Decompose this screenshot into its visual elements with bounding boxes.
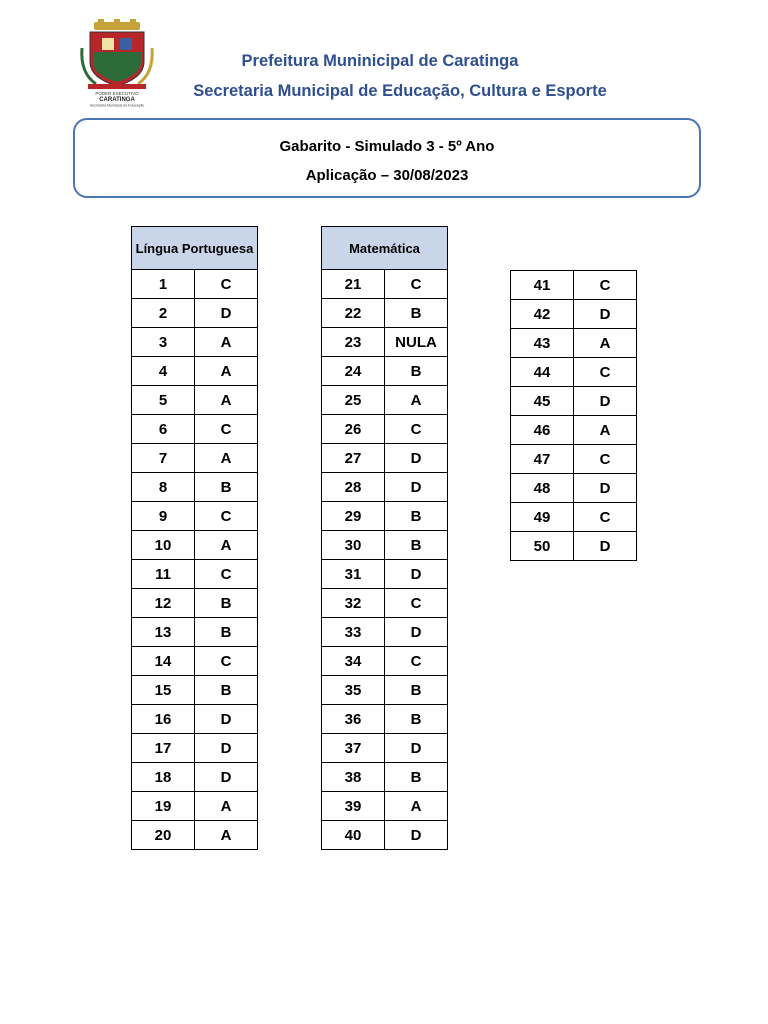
question-number: 1 <box>132 270 195 299</box>
table-row <box>322 821 448 850</box>
answer-key: A <box>195 531 258 560</box>
table-row <box>322 676 448 705</box>
answer-key: B <box>385 299 448 328</box>
answer-key: C <box>574 503 637 532</box>
answer-key: A <box>385 386 448 415</box>
question-number: 40 <box>322 821 385 850</box>
question-number: 20 <box>132 821 195 850</box>
table-row <box>132 821 258 850</box>
question-number: 47 <box>511 445 574 474</box>
answer-key: C <box>385 647 448 676</box>
question-number: 28 <box>322 473 385 502</box>
question-number: 45 <box>511 387 574 416</box>
question-number: 5 <box>132 386 195 415</box>
title-box <box>73 118 701 198</box>
answer-key: C <box>195 415 258 444</box>
answer-key: A <box>195 792 258 821</box>
answer-key: D <box>385 473 448 502</box>
answer-key: D <box>574 474 637 503</box>
question-number: 42 <box>511 300 574 329</box>
question-number: 38 <box>322 763 385 792</box>
table-row <box>132 676 258 705</box>
question-number: 39 <box>322 792 385 821</box>
table-row <box>322 618 448 647</box>
table-row <box>132 734 258 763</box>
question-number: 13 <box>132 618 195 647</box>
table-row <box>322 589 448 618</box>
header-prefeitura: Prefeitura Muninicipal de Caratinga <box>241 52 519 70</box>
answer-key: C <box>574 445 637 474</box>
answer-key: A <box>195 357 258 386</box>
table-row <box>132 763 258 792</box>
question-number: 32 <box>322 589 385 618</box>
table-row <box>132 647 258 676</box>
answer-key: B <box>385 676 448 705</box>
question-number: 34 <box>322 647 385 676</box>
answer-key: A <box>385 792 448 821</box>
question-number: 11 <box>132 560 195 589</box>
answer-key: C <box>195 502 258 531</box>
table-row <box>132 589 258 618</box>
table-row <box>322 705 448 734</box>
header-secretaria: Secretaria Municipal de Educação, Cultura e Esporte <box>193 82 607 100</box>
answer-key: C <box>385 270 448 299</box>
answer-key: D <box>574 300 637 329</box>
question-number: 46 <box>511 416 574 445</box>
question-number: 21 <box>322 270 385 299</box>
question-number: 17 <box>132 734 195 763</box>
table-row <box>322 270 448 299</box>
answer-key: B <box>385 763 448 792</box>
caratinga-coat-of-arms-logo <box>76 18 158 108</box>
question-number: 9 <box>132 502 195 531</box>
answer-key: NULA <box>385 328 448 357</box>
answer-key: A <box>574 329 637 358</box>
table-row <box>132 270 258 299</box>
question-number: 6 <box>132 415 195 444</box>
answer-key: A <box>195 386 258 415</box>
question-number: 19 <box>132 792 195 821</box>
table-row <box>511 387 637 416</box>
question-number: 3 <box>132 328 195 357</box>
question-number: 48 <box>511 474 574 503</box>
question-number: 31 <box>322 560 385 589</box>
table-row <box>132 299 258 328</box>
question-number: 18 <box>132 763 195 792</box>
question-number: 49 <box>511 503 574 532</box>
answer-key: C <box>385 415 448 444</box>
table-row <box>511 329 637 358</box>
question-number: 30 <box>322 531 385 560</box>
answer-key: C <box>195 560 258 589</box>
table-row <box>322 357 448 386</box>
page-title: Gabarito - Simulado 3 - 5º Ano <box>279 138 495 155</box>
question-number: 25 <box>322 386 385 415</box>
question-number: 12 <box>132 589 195 618</box>
table-row <box>322 763 448 792</box>
table-row <box>322 415 448 444</box>
application-date: Aplicação – 30/08/2023 <box>305 167 469 184</box>
answer-key: D <box>385 618 448 647</box>
answer-key: B <box>195 676 258 705</box>
answer-key: B <box>385 705 448 734</box>
answer-key: B <box>385 502 448 531</box>
table-row <box>322 386 448 415</box>
table-header: Matemática <box>322 227 448 270</box>
table-row <box>132 792 258 821</box>
answer-key: A <box>195 821 258 850</box>
answer-key: D <box>195 734 258 763</box>
table-row <box>511 474 637 503</box>
answer-key: D <box>195 705 258 734</box>
table-row <box>511 300 637 329</box>
question-number: 15 <box>132 676 195 705</box>
answer-key: D <box>385 734 448 763</box>
answer-key: D <box>385 560 448 589</box>
answer-key: D <box>574 532 637 561</box>
answer-key: D <box>574 387 637 416</box>
question-number: 23 <box>322 328 385 357</box>
table-row <box>511 445 637 474</box>
table-row <box>132 415 258 444</box>
answer-key: D <box>385 444 448 473</box>
table-header: Língua Portuguesa <box>132 227 258 270</box>
table-row <box>322 647 448 676</box>
table-row <box>132 386 258 415</box>
question-number: 2 <box>132 299 195 328</box>
answer-key: B <box>385 357 448 386</box>
question-number: 16 <box>132 705 195 734</box>
question-number: 29 <box>322 502 385 531</box>
table-row <box>511 503 637 532</box>
answer-key: B <box>195 618 258 647</box>
table-row <box>322 560 448 589</box>
table-row <box>132 473 258 502</box>
question-number: 33 <box>322 618 385 647</box>
question-number: 8 <box>132 473 195 502</box>
table-row <box>132 560 258 589</box>
question-number: 27 <box>322 444 385 473</box>
table-row <box>132 444 258 473</box>
question-number: 7 <box>132 444 195 473</box>
answer-key: D <box>385 821 448 850</box>
question-number: 24 <box>322 357 385 386</box>
table-row <box>322 531 448 560</box>
table-row <box>322 299 448 328</box>
question-number: 36 <box>322 705 385 734</box>
table-row <box>132 705 258 734</box>
logo-text-name: CARATINGA <box>99 97 135 103</box>
table-row <box>322 444 448 473</box>
table-row <box>511 271 637 300</box>
table-row <box>511 532 637 561</box>
question-number: 35 <box>322 676 385 705</box>
question-number: 50 <box>511 532 574 561</box>
question-number: 22 <box>322 299 385 328</box>
logo-text-sub: Secretaria Municipal de Educação <box>89 103 145 108</box>
question-number: 26 <box>322 415 385 444</box>
table-row <box>322 792 448 821</box>
question-number: 44 <box>511 358 574 387</box>
answer-key: D <box>195 763 258 792</box>
table-row <box>132 502 258 531</box>
answer-key: A <box>195 328 258 357</box>
question-number: 14 <box>132 647 195 676</box>
answer-table-continuation <box>510 270 637 561</box>
table-row <box>511 416 637 445</box>
answer-key: B <box>195 473 258 502</box>
table-row <box>511 358 637 387</box>
logo-text-top: PODER EXECUTIVO <box>95 91 139 96</box>
table-row <box>132 618 258 647</box>
answer-key: C <box>574 271 637 300</box>
question-number: 37 <box>322 734 385 763</box>
answer-key: B <box>385 531 448 560</box>
answer-key: C <box>195 270 258 299</box>
table-row <box>322 328 448 357</box>
table-row <box>132 328 258 357</box>
question-number: 4 <box>132 357 195 386</box>
table-row <box>132 357 258 386</box>
table-row <box>322 473 448 502</box>
answer-key: A <box>574 416 637 445</box>
table-row <box>132 531 258 560</box>
table-row <box>322 734 448 763</box>
answer-key: C <box>574 358 637 387</box>
table-row <box>322 502 448 531</box>
answer-key: A <box>195 444 258 473</box>
question-number: 41 <box>511 271 574 300</box>
question-number: 43 <box>511 329 574 358</box>
answer-key: D <box>195 299 258 328</box>
answer-key: C <box>195 647 258 676</box>
answer-table-portuguese <box>131 226 258 850</box>
question-number: 10 <box>132 531 195 560</box>
answer-key: B <box>195 589 258 618</box>
answer-table-math <box>321 226 448 850</box>
answer-key: C <box>385 589 448 618</box>
